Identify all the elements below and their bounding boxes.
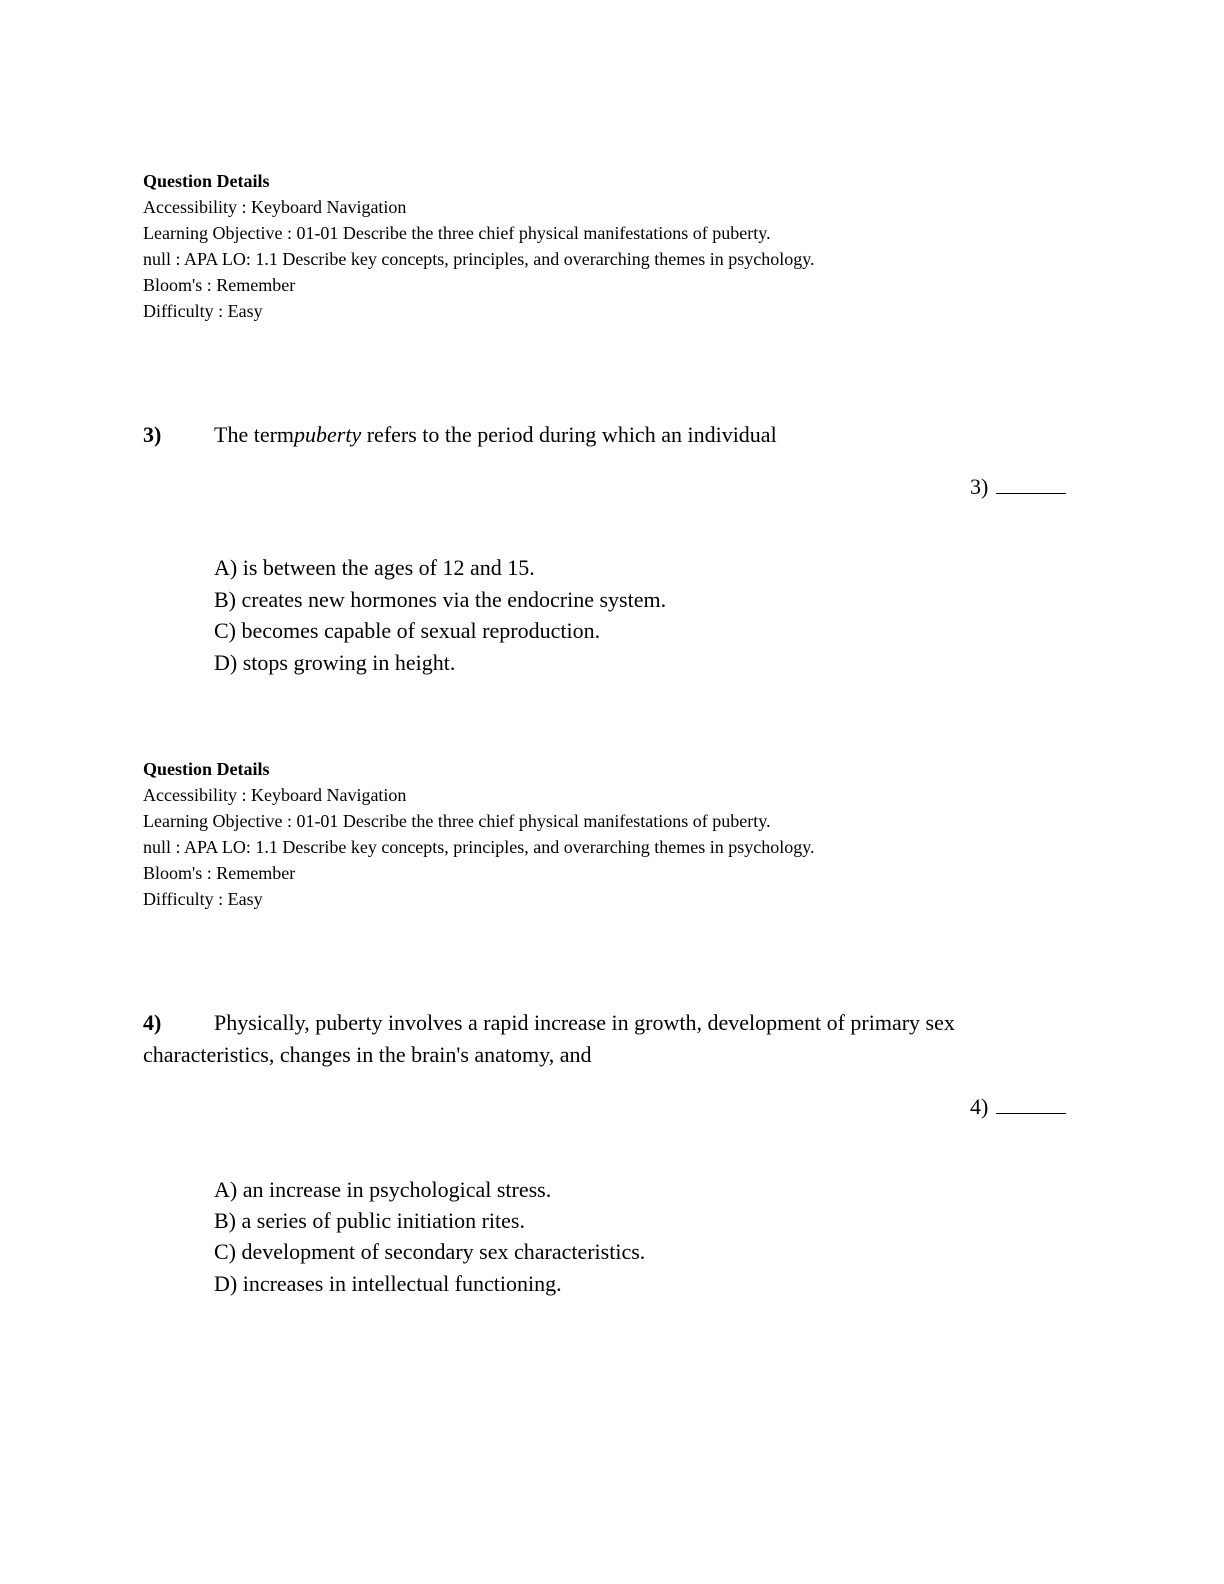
question-stem-after: refers to the period during which an individual	[361, 422, 777, 447]
answer-blank[interactable]	[996, 471, 1066, 494]
answer-label: 4)	[970, 1094, 989, 1119]
option-b: B) creates new hormones via the endocrine system.	[214, 587, 667, 612]
question-number: 3)	[143, 422, 162, 447]
answer-blank-row	[970, 471, 1066, 502]
option-a: A) is between the ages of 12 and 15.	[214, 555, 535, 580]
answer-blank[interactable]	[996, 1091, 1066, 1114]
answer-blank-row	[970, 1091, 1066, 1122]
question-stem-line1: Physically, puberty involves a rapid increase in growth, development of primary sex	[214, 1010, 955, 1035]
question-number: 4)	[143, 1010, 162, 1035]
details-apa-lo: null : APA LO: 1.1 Describe key concepts, principles, and overarching themes in psychology.	[143, 837, 815, 857]
details-difficulty: Difficulty : Easy	[143, 301, 263, 321]
question-stem-emphasis: puberty	[294, 422, 362, 447]
details-apa-lo: null : APA LO: 1.1 Describe key concepts, principles, and overarching themes in psychology.	[143, 249, 815, 269]
option-a: A) an increase in psychological stress.	[214, 1177, 552, 1202]
answer-label: 3)	[970, 474, 989, 499]
details-learning-objective: Learning Objective : 01-01 Describe the three chief physical manifestations of puberty.	[143, 811, 771, 831]
option-b: B) a series of public initiation rites.	[214, 1208, 525, 1233]
option-d: D) increases in intellectual functioning.	[214, 1271, 562, 1296]
question-stem	[214, 419, 777, 450]
details-blooms: Bloom's : Remember	[143, 863, 296, 883]
question-details-title: Question Details	[143, 171, 270, 191]
details-accessibility: Accessibility : Keyboard Navigation	[143, 785, 407, 805]
question-stem-line2: characteristics, changes in the brain's anatomy, and	[143, 1042, 592, 1067]
question-details-title: Question Details	[143, 759, 270, 779]
details-learning-objective: Learning Objective : 01-01 Describe the three chief physical manifestations of puberty.	[143, 223, 771, 243]
option-c: C) becomes capable of sexual reproduction.	[214, 618, 601, 643]
option-c: C) development of secondary sex characteristics.	[214, 1239, 646, 1264]
details-difficulty: Difficulty : Easy	[143, 889, 263, 909]
question-stem-before: The term	[214, 422, 295, 447]
details-blooms: Bloom's : Remember	[143, 275, 296, 295]
details-accessibility: Accessibility : Keyboard Navigation	[143, 197, 407, 217]
option-d: D) stops growing in height.	[214, 650, 456, 675]
